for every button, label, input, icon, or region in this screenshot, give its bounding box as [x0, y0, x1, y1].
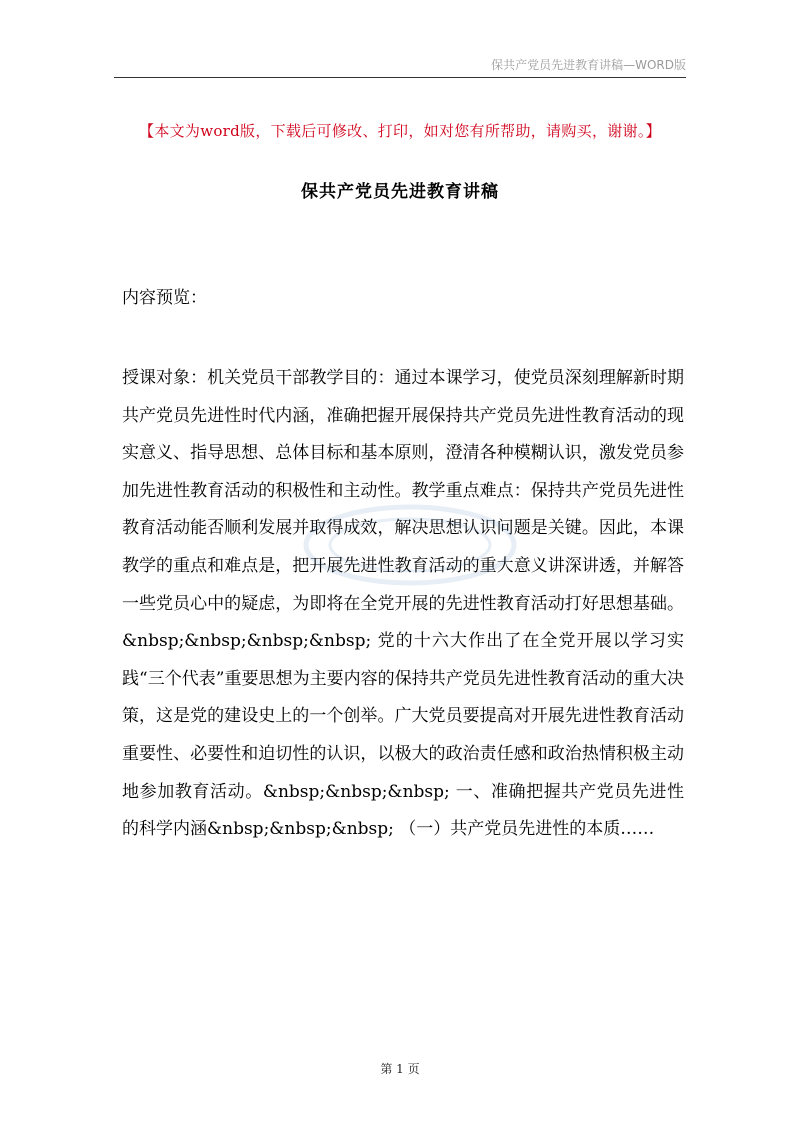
- preview-label: 内容预览：: [122, 288, 207, 308]
- body-paragraph: 授课对象：机关党员干部教学目的：通过本课学习，使党员深刻理解新时期共产党员先进性时代内涵，准确把握开展保持共产党员先进性教育活动的现实意义、指导思想、总体目标和基本原则，澄清各种模糊认识，激发党员参加先进性教育活动的积极性和主动性。教学重点难点：保持共产党员先进性教育活动能否顺利发展并取得成效，解决思想认识问题是关键。因此，本课教学的重点和难点是，把开展先进性教育活动的重大意义讲深讲透，并解答一些党员心中的疑虑，为即将在全党开展的先进性教育活动打好思想基础。&nbsp;&nbsp;&nbsp;&nbsp; 党的十六大作出了在全党开展以学习实践“三个代表”重要思想为主要内容的保持共产党员先进性教育活动的重大决策，这是党的建设史上的一个创举。广大党员要提高对开展先进性教育活动重要性、必要性和迫切性的认识，以极大的政治责任感和政治热情积极主动地参加教育活动。&nbsp;&nbsp;&nbsp; 一、准确把握共产党员先进性的科学内涵&nbsp;&nbsp;&nbsp; （一）共产党员先进性的本质……: [122, 368, 684, 840]
- page-number: 第 1 页: [380, 1062, 420, 1076]
- running-header: 保共产党员先进教育讲稿—WORD版: [491, 58, 686, 72]
- purchase-notice: 【本文为word版，下载后可修改、打印，如对您有所帮助，请购买，谢谢。】: [139, 122, 661, 140]
- document-title: 保共产党员先进教育讲稿: [301, 182, 499, 202]
- header-rule: [114, 77, 686, 78]
